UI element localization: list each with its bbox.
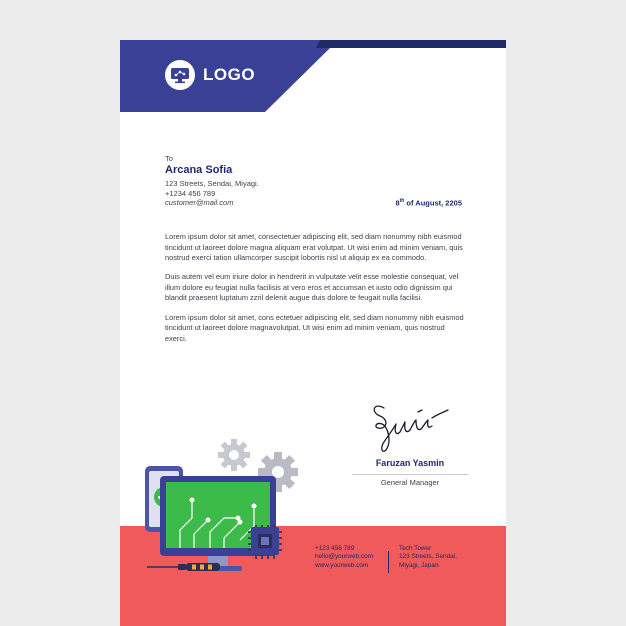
body-paragraph-1: Lorem ipsum dolor sit amet, consectetuer adipiscing elit, sed diam nonummy nibh euismod tincidunt ut laoreet dolore magna aliquam erat volutpat. Ut wisi enim ad minim veniam, quis nostrud exerci tation ullamcorper suscipit lobortis nisl ut aliquip ex ea commodo. bbox=[165, 232, 463, 263]
letterhead-page bbox=[120, 40, 506, 626]
signatory-title: General Manager bbox=[380, 478, 440, 487]
footer-address-line: Miyagi, Japan. bbox=[399, 561, 441, 569]
recipient-name: Arcana Sofia bbox=[165, 164, 233, 176]
footer-website[interactable]: www.yourweb.com bbox=[315, 561, 369, 569]
recipient-email: customer@mail.com bbox=[165, 198, 234, 207]
to-label: To bbox=[165, 154, 173, 163]
signatory-name: Faruzan Yasmin bbox=[375, 458, 445, 468]
recipient-phone: +1234 456 789 bbox=[165, 188, 216, 198]
gear-icon bbox=[218, 439, 250, 471]
footer-contact bbox=[315, 545, 373, 570]
footer-divider bbox=[388, 551, 389, 573]
date-day: 8 bbox=[395, 198, 400, 208]
footer-address bbox=[399, 545, 457, 570]
recipient-address: 123 Streets, Sendai, Miyagi. bbox=[165, 179, 259, 188]
footer-address-line: Tech Tower bbox=[399, 545, 432, 552]
screwdriver-icon bbox=[147, 563, 220, 571]
footer-email[interactable]: hello@yourweb.com bbox=[315, 553, 373, 561]
date-suffix: th bbox=[399, 198, 405, 204]
tech-illustration bbox=[120, 40, 506, 626]
monitor-circuit-icon bbox=[160, 476, 276, 571]
logo-text: LOGO bbox=[203, 65, 256, 84]
body-paragraph-3: Lorem ipsum dolor sit amet, cons ectetuer adipiscing elit, sed diam nonummy nibh euismod tincidunt ut laoreet dolore magnavolutpat. Ut wisi enim ad minim veniam, quis nostrud exerci. bbox=[165, 312, 464, 343]
date-rest: of August, 2205 bbox=[404, 198, 462, 208]
cpu-chip-icon bbox=[248, 525, 282, 559]
footer-phone: +123 456 789 bbox=[315, 545, 355, 552]
body-paragraph-2: Duis autem vel eum iriure dolor in hendrerit in vulputate velit esse molestie consequat, vel illum dolore eu feugiat nulla facilisis at vero eros et accumsan et iusto odio dignissim qui blandit praesent luptatum zzril delenit augue duis dolore te feugait nulla facilisi. bbox=[165, 272, 459, 303]
footer-address-line: 123 Streets, Sendai, bbox=[399, 553, 457, 561]
